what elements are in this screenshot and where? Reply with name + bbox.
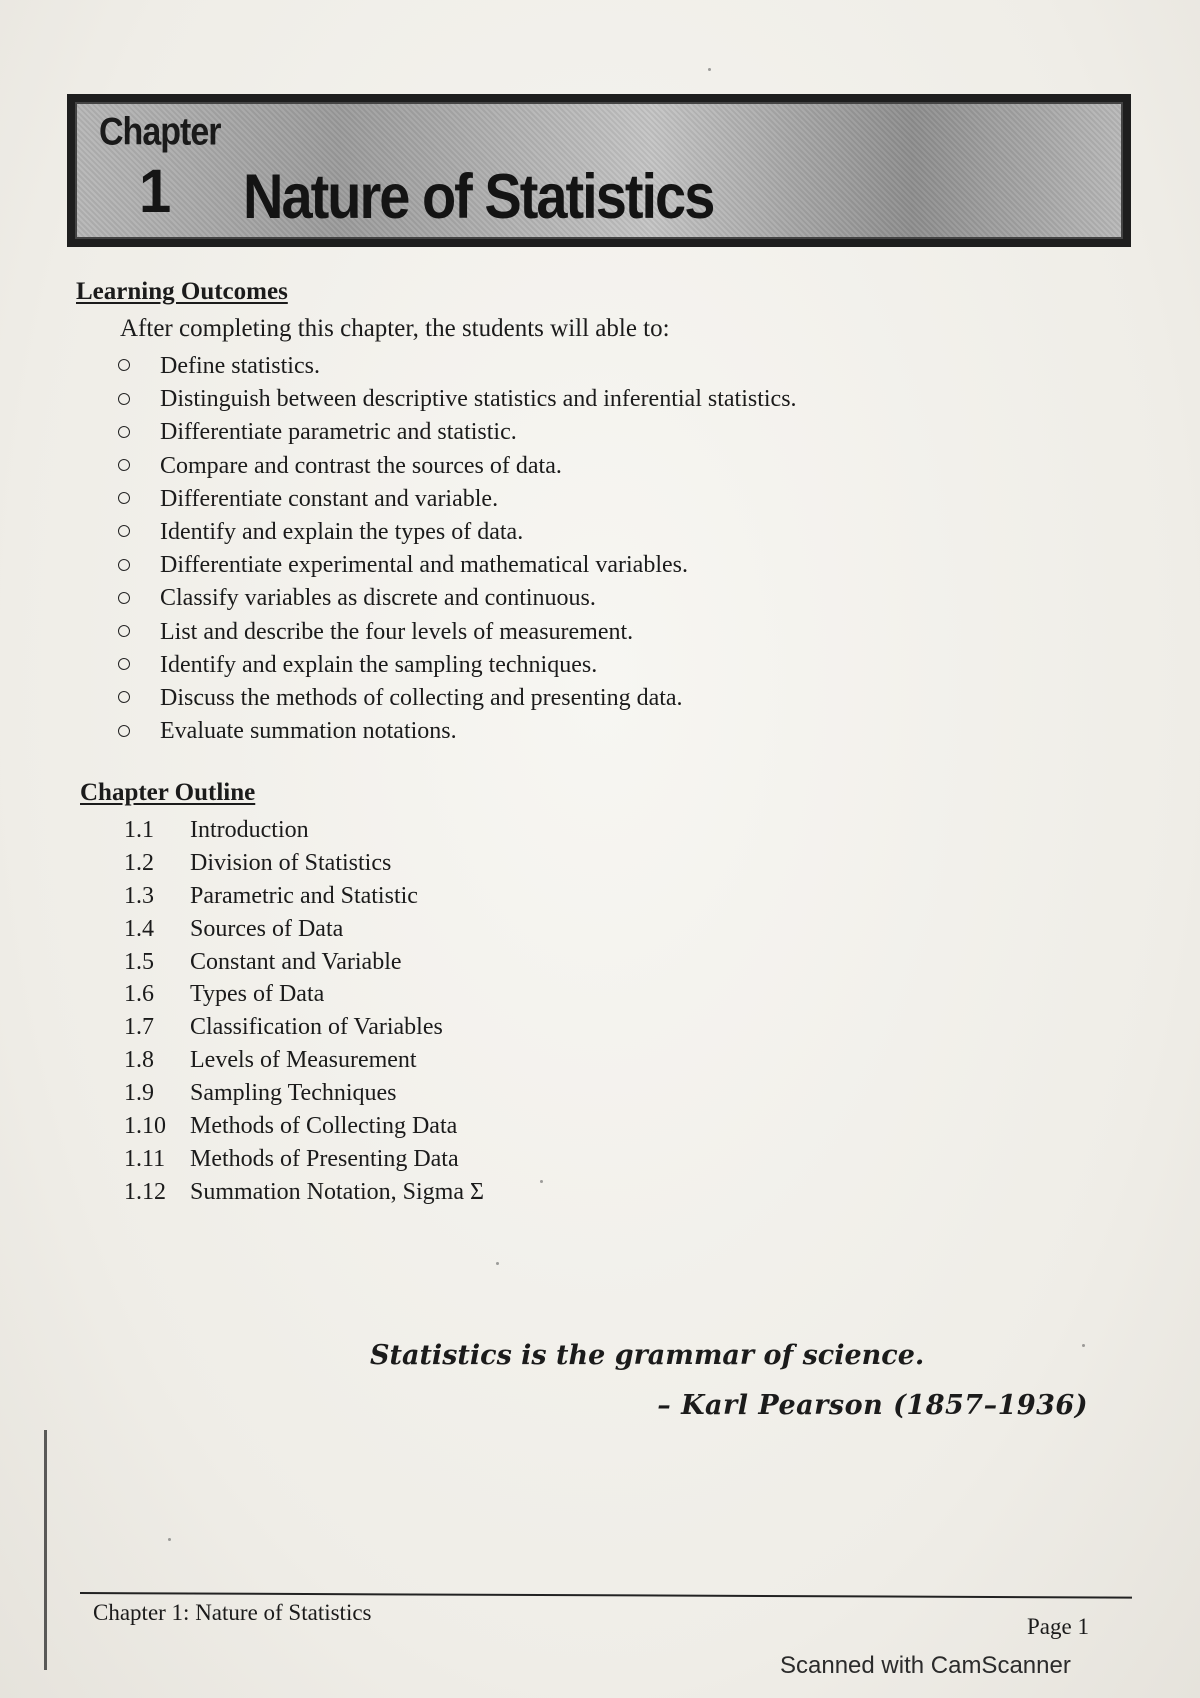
list-item (124, 880, 484, 913)
circle-bullet-icon (118, 658, 130, 670)
section-title: Division of Statistics (190, 849, 392, 876)
list-item (118, 649, 797, 682)
scan-speck (168, 1538, 171, 1541)
section-title: Sources of Data (190, 915, 344, 942)
scan-speck (1082, 1344, 1085, 1347)
circle-bullet-icon (118, 459, 130, 471)
section-title: Methods of Collecting Data (190, 1113, 458, 1140)
list-item (118, 483, 797, 516)
circle-bullet-icon (118, 592, 130, 604)
scan-speck (496, 1262, 499, 1265)
list-item (118, 549, 797, 582)
circle-bullet-icon (118, 559, 130, 571)
circle-bullet-icon (118, 625, 130, 637)
list-item (118, 350, 797, 383)
section-number: 1.4 (124, 915, 154, 942)
footer-chapter-title: Chapter 1: Nature of Statistics (93, 1600, 372, 1625)
scan-speck (540, 1180, 543, 1183)
section-number: 1.12 (124, 1178, 166, 1205)
section-number: 1.2 (124, 849, 154, 876)
page-edge-shadow (44, 1430, 47, 1670)
section-title: Classification of Variables (190, 1014, 443, 1041)
circle-bullet-icon (118, 691, 130, 703)
section-number: 1.8 (124, 1047, 154, 1074)
section-number: 1.3 (124, 882, 154, 909)
list-item (124, 847, 484, 880)
circle-bullet-icon (118, 359, 130, 371)
outcome-text: Identify and explain the types of data. (160, 518, 524, 545)
circle-bullet-icon (118, 725, 130, 737)
list-item (118, 715, 797, 748)
outcome-text: Differentiate experimental and mathematical variables. (160, 552, 688, 579)
list-item (124, 1110, 484, 1143)
circle-bullet-icon (118, 393, 130, 405)
list-item (124, 1044, 484, 1077)
section-title: Parametric and Statistic (190, 882, 418, 909)
list-item (124, 978, 484, 1011)
list-item (118, 582, 797, 615)
section-title: Constant and Variable (190, 948, 402, 975)
chapter-title: Nature of Statistics (243, 161, 714, 232)
outcome-text: Compare and contrast the sources of data. (160, 452, 562, 479)
section-number: 1.6 (124, 981, 154, 1008)
list-item (124, 814, 484, 847)
section-title: Methods of Presenting Data (190, 1145, 459, 1172)
list-item (124, 1176, 484, 1209)
chapter-outline-heading: Chapter Outline (80, 779, 256, 806)
outcome-text: Evaluate summation notations. (160, 718, 457, 745)
page-number: Page 1 (1027, 1614, 1089, 1639)
list-item (124, 946, 484, 979)
outcome-text: Classify variables as discrete and continuous. (160, 585, 596, 612)
footer-divider (80, 1592, 1132, 1599)
list-item (124, 913, 484, 946)
section-number: 1.1 (124, 817, 154, 843)
chapter-label: Chapter (99, 110, 221, 154)
circle-bullet-icon (118, 492, 130, 504)
section-number: 1.11 (124, 1145, 166, 1172)
scan-speck (708, 68, 711, 71)
section-title: Sampling Techniques (190, 1080, 397, 1107)
epigraph-quote: Statistics is the grammar of science. (370, 1340, 925, 1371)
list-item (124, 1143, 484, 1176)
list-item (118, 450, 797, 483)
chapter-number: 1 (139, 157, 172, 226)
learning-outcomes-heading: Learning Outcomes (76, 278, 288, 305)
chapter-banner (67, 94, 1131, 247)
outcome-text: Define statistics. (160, 353, 320, 379)
outcome-text: Discuss the methods of collecting and presenting data. (160, 684, 683, 711)
list-item (124, 1011, 484, 1044)
list-item (118, 516, 797, 549)
section-number: 1.5 (124, 948, 154, 975)
epigraph-author: – Karl Pearson (1857–1936) (657, 1390, 1088, 1421)
list-item (118, 383, 797, 416)
list-item (124, 1077, 484, 1110)
scanner-watermark: Scanned with CamScanner (780, 1652, 1071, 1679)
outcome-text: Identify and explain the sampling techniques. (160, 651, 598, 678)
outcome-text: Differentiate constant and variable. (160, 485, 499, 512)
outcome-text: Distinguish between descriptive statistics and inferential statistics. (160, 386, 797, 413)
learning-outcomes-list (118, 350, 797, 748)
section-title: Types of Data (190, 981, 325, 1008)
section-number: 1.10 (124, 1113, 166, 1140)
section-number: 1.7 (124, 1014, 154, 1041)
circle-bullet-icon (118, 426, 130, 438)
list-item (118, 682, 797, 715)
outcome-text: List and describe the four levels of measurement. (160, 618, 634, 645)
chapter-banner-inner (75, 102, 1123, 239)
section-title: Summation Notation, Sigma Σ (190, 1178, 484, 1205)
learning-outcomes-intro: After completing this chapter, the students will able to: (120, 315, 670, 342)
chapter-outline-list (124, 814, 484, 1209)
section-number: 1.9 (124, 1080, 154, 1107)
section-title: Introduction (190, 817, 309, 843)
circle-bullet-icon (118, 525, 130, 537)
outcome-text: Differentiate parametric and statistic. (160, 419, 517, 446)
section-title: Levels of Measurement (190, 1047, 417, 1074)
list-item (118, 416, 797, 449)
list-item (118, 616, 797, 649)
